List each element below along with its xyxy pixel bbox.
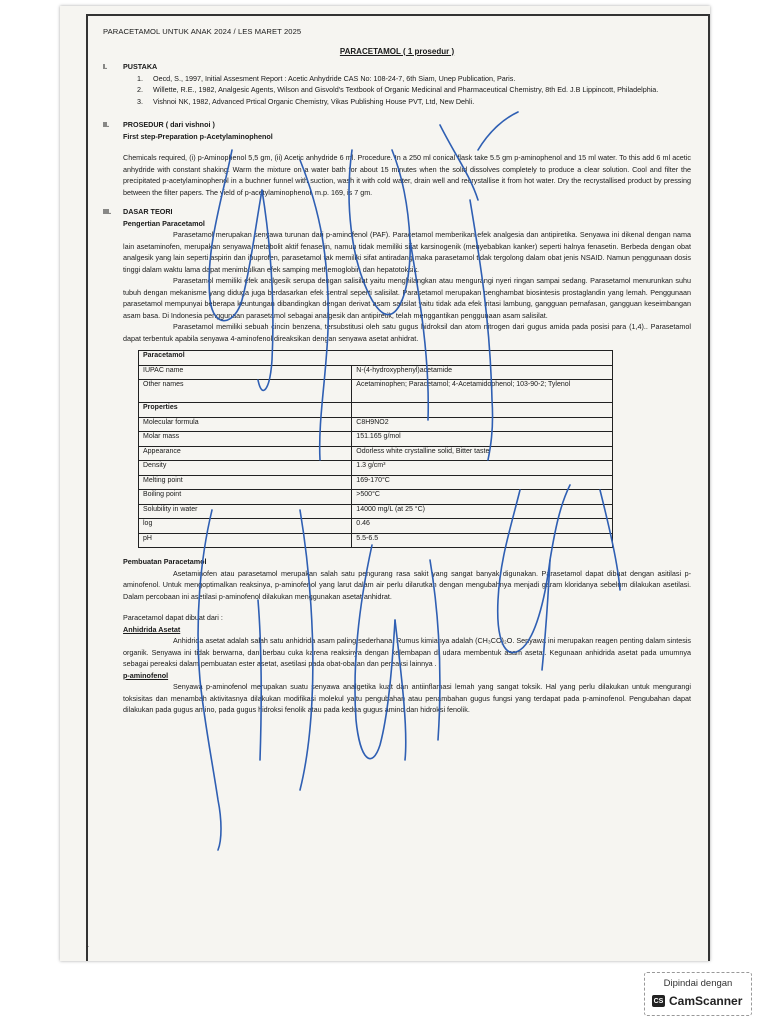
procedure-text: Chemicals required, (i) p-Aminophenol 5,5 gm, (ii) Acetic anhydride 6 ml. Procedure. In a 250 ml conical flask take 5.5 gm p-aminophenol and 15 ml water. To this add 6 ml acetic anhydride with constant shaking. Warm the mixture on a water bath for about 15 minutes when the solid dissolves completely to produce a clear solution. Cool and filter the precipitated p-acetylaminophenol in a buchner funnel with suction, wash it with cold water, drain well and recrystallise it from hot water. Dry the recrystallised product by pressing between the filter papers. The yield of p-acetylaminophenol, m.p. 169, is 7 gm. [123,153,691,197]
reference-item [123,96,691,108]
table-cell: >500°C [352,490,613,505]
paragraph: Parasetamol memiliki sebuah cincin benzena, tersubstitusi oleh satu gugus hidroksil dan atom nitrogen dari gugus amida pada posisi para (1,4).. Parasetamol dapat terbentuk apabila senyawa 4-aminofenol direaksikan dengan senyawa asetat anhidrat. [123,322,691,343]
table-row [139,519,613,534]
section-number: I. [103,62,107,71]
table-row [139,417,613,432]
table-cell: Acetaminophen; Paracetamol; 4-Acetamidophenol; 103-90-2; Tylenol [352,380,613,403]
document-title: PARACETAMOL ( 1 prosedur ) [339,46,455,56]
paragraph: Parasetamol memiliki efek analgesik serupa dengan salisilat yaitu menghilangkan atau mengurangi nyeri ringan sampai sedang. Parasetamol menurunkan suhu tubuh dengan mekanisme yang diduga juga berdasarkan efek sentral seperti salisilat. Parasetamol merupakan penghambat biosintesis prostaglandin yang lemah. Penggunaan parasetamol mempunyai beberapa keuntungan dibandingkan dengan derivat asam salisilat yaitu tidak ada efek iritasi lambung, gangguan pernafasan, gangguan keseimbangan asam basa. Di Indonesia penggunaan parasetamol sebagai analgesik dan antipiretik, telah menggantikan penggunaan asam salisilat. [123,276,691,320]
paragraph: Anhidrida asetat adalah salah satu anhidrida asam paling sederhana. Rumus kimianya adalah (CH₃CO)₂O. Senyawa ini merupakan reagen penting dalam sintesis organik. Senyawa ini tidak berwarna, dan berbau cuka karena reaksinya dengan kelembapan di udara membentuk asam asetat. Kegunaan anhidrida asetat pada umumnya sebagai pereaksi dalam pembuatan ester asetat, asetilasi pada obat-obatan dan pereaksi lainnya . [123,636,691,668]
corner-mark: ᐩ [86,944,90,953]
table-row [139,504,613,519]
table-cell: 5.5-6.5 [352,533,613,548]
table-cell [352,403,613,418]
table-cell: Density [139,461,352,476]
section-title: PROSEDUR ( dari vishnoi ) [123,120,215,129]
table-row [139,461,613,476]
watermark-label: Dipindai dengan [663,978,733,989]
table-cell: N-(4-hydroxyphenyl)acetamide [352,365,613,380]
table-row [139,475,613,490]
section-title: DASAR TEORI [123,207,173,216]
camscanner-watermark [644,972,752,1016]
reference-number: 2. [137,85,143,94]
reference-item [123,73,691,85]
table-cell: Molar mass [139,432,352,447]
table-row [139,351,613,366]
reference-list [103,73,691,108]
paragraph: Parasetamol merupakan senyawa turunan dari p-aminofenol (PAF). Paracetamol memberikan efek analgesia dan antipiretika. Senyawa ini dikenal dengan nama lain asetaminofen, merupakan senyawa metabolit aktif fenasetin, namun tidak memiliki sifat karsinogenik (menyebabkan kanker) seperti halnya fenasetin. Berbeda dengan obat analgesik yang lain seperti aspirin dan ibuprofen, parasetamol tak memiliki sifat antiradang maka parasetamol tidak tergolong dalam obat jenis NSAID. Namun penggunaan dosis tinggi dalam waktu lama dapat menimbulkan efek samping methemoglobin dan hepatotoksik. [123,230,691,274]
section-pustaka [103,61,691,73]
table-cell: 151.165 g/mol [352,432,613,447]
table-cell: log [139,519,352,534]
table-heading: Paracetamol [139,351,613,366]
reference-number: 1. [137,73,143,83]
table-cell: Other names [139,380,352,403]
table-cell: pH [139,533,352,548]
table-cell: C8H9NO2 [352,417,613,432]
watermark-brand [652,994,742,1008]
table-row [139,432,613,447]
table-cell: 169-170°C [352,475,613,490]
table-cell: Molecular formula [139,417,352,432]
table-cell: Odorless white crystalline solid, Bitter taste [352,446,613,461]
table-row [139,446,613,461]
table-row [139,490,613,505]
reference-item [123,84,691,96]
document-header: PARACETAMOL UNTUK ANAK 2024 / LES MARET 2025 [103,27,302,36]
reference-text: Willette, R.E., 1982, Analgesic Agents, Wilson and Gisvold's Textbook of Organic Medicinal and Pharmaceutical Chemistry, 8th Ed. J.B Lippincott, Philadelphia. [153,85,659,94]
table-cell: Melting point [139,475,352,490]
section-number: III. [103,207,111,216]
paragraph: Asetaminofen atau parasetamol merupakan salah satu pengurang rasa sakit yang sangat banyak digunakan. Parasetamol dapat dibuat dengan asitilasi p-aminofenol. Untuk mengoptimalkan reaksinya, p-aminofenol yang larut dalam air perlu dilarutkan dengan mengubahnya menjadi garam kloridanya sebelum dilakukan asetilasi. Dalam percobaan ini asetilasi p-aminofenol dilakukan menggunakan asetat anhidrat. [123,568,691,601]
watermark-name: CamScanner [669,994,743,1008]
table-cell: Boiling point [139,490,352,505]
section-number: II. [103,120,109,129]
table-cell: 0.46 [352,519,613,534]
paragraph: Paracetamol dapat dibuat dari : [123,613,223,622]
document-content [103,26,691,716]
table-row [139,403,613,418]
section-subtitle: Anhidrida Asetat [123,624,181,634]
reference-text: Vishnoi NK, 1982, Advanced Prtical Organic Chemistry, Vikas Publishing House PVT, Ltd, New Dehli. [153,96,475,106]
table-cell: Solubility in water [139,504,352,519]
table-cell: IUPAC name [139,365,352,380]
table-heading: Properties [139,403,352,418]
table-row [139,365,613,380]
reference-number: 3. [137,96,143,106]
theory-body [103,229,691,344]
section-subtitle: Pengertian Paracetamol [123,218,205,228]
section-subtitle: First step-Preparation p-Acetylaminophenol [123,131,273,141]
table-row [139,533,613,548]
table-cell: 14000 mg/L (at 25 °C) [352,504,613,519]
reference-text: Oecd, S., 1997, Initial Assesment Report : Acetic Anhydride CAS No: 108-24-7, 6th Siam, Unep Publication, Paris. [153,73,516,83]
section-dasar-teori [103,206,691,218]
section-subtitle: p-aminofenol [123,670,169,680]
paragraph: Senyawa p-aminofenol merupakan suatu senyawa analgetika kuat dan antiinflamasi lemah yang sangat toksik. Hal yang perlu dilakukan untuk mengurangi toksisitas dan menambah aktivitasnya dilakukan modifikasi molekul yaitu pengubahan atau penambahan gugus fungsi yang terdapat pada p-aminofenol. Pengubahan dapat dilakukan pada gugus amino, pada gugus hidroksi fenolik atau pada kedua gugus amino dan hidroksi fenolik. [123,682,691,714]
table-row [139,380,613,403]
paracetamol-properties-table [138,350,613,548]
camscanner-logo-icon: CS [652,995,665,1007]
table-cell: 1.3 g/cm³ [352,461,613,476]
section-title: PUSTAKA [123,62,158,71]
section-prosedur [103,119,691,131]
table-cell: Appearance [139,446,352,461]
section-subtitle: Pembuatan Paracetamol [123,557,207,566]
